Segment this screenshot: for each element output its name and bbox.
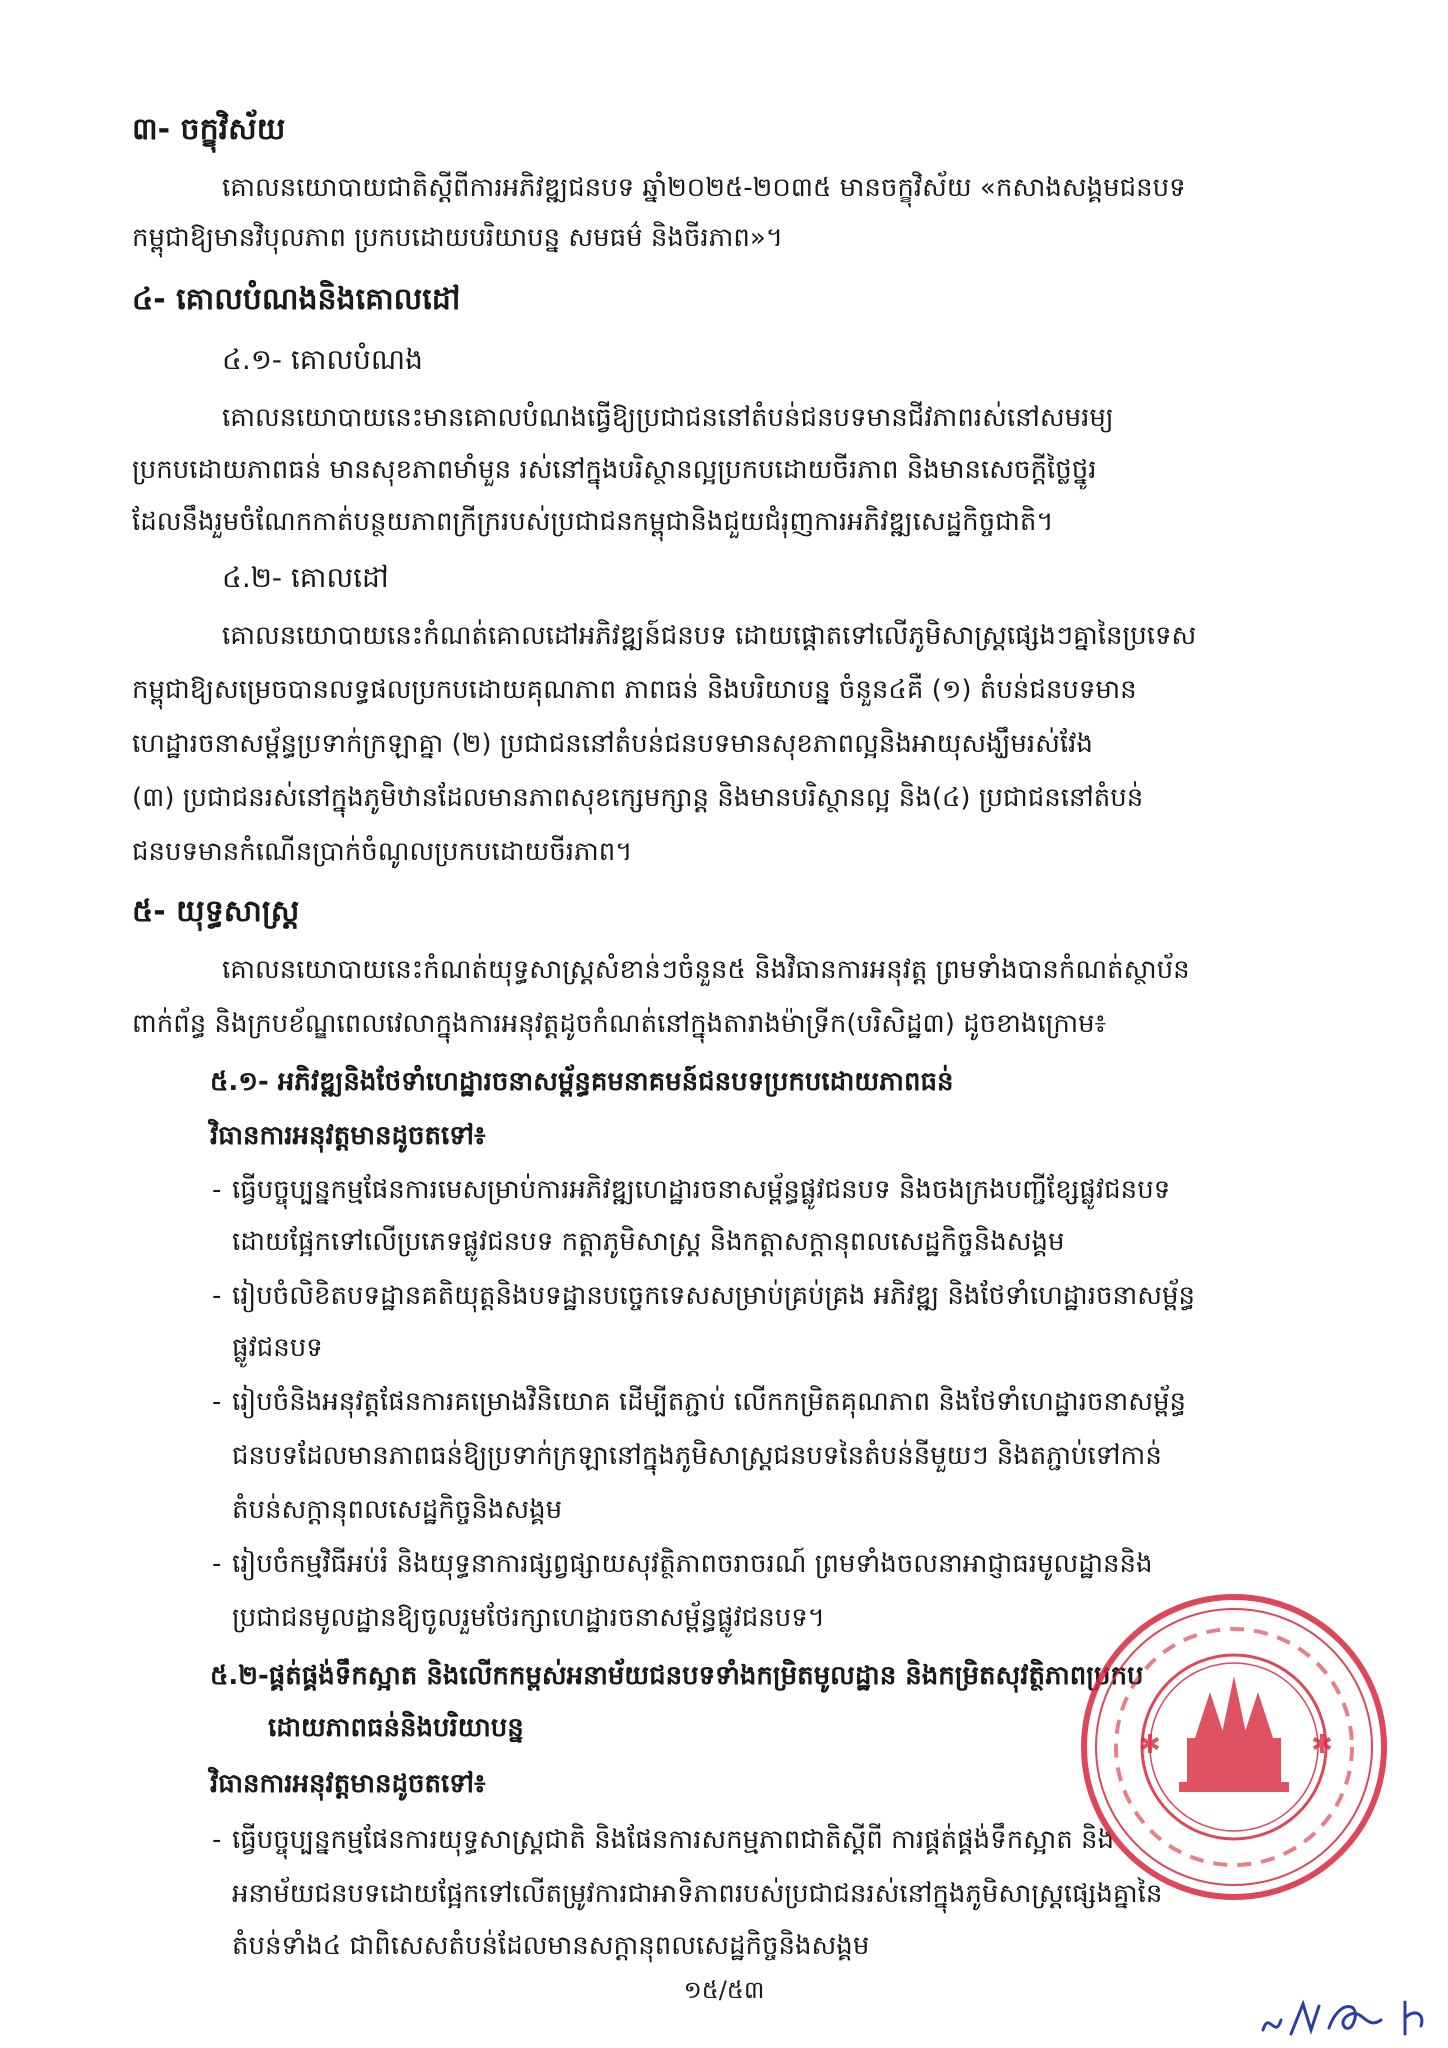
bullet-line: ផ្លូវជនបទ bbox=[232, 1333, 323, 1363]
paragraph-line: ប្រកបដោយភាពធន់ មានសុខភាពមាំមួន រស់នៅក្នុងបរិស្ថានល្អប្រកបដោយចីរភាព និងមានសេចក្ដីថ្លៃថ្នូរ bbox=[132, 455, 1097, 485]
subsection-5-2-heading: ៥.២-ផ្គត់ផ្គង់ទឹកស្អាត និងលើកកម្ពស់អនាម័យជនបទទាំងកម្រិតមូលដ្ឋាន និងកម្រិតសុវត្ថិភាពប្រកប bbox=[210, 1661, 1144, 1691]
paragraph-line: ជនបទមានកំណើនប្រាក់ចំណូលប្រកបដោយចីរភាព។ bbox=[132, 837, 633, 867]
official-seal-icon bbox=[1075, 1588, 1393, 1906]
subsection-5-2-heading-cont: ដោយភាពធន់និងបរិយាបន្ន bbox=[268, 1713, 524, 1743]
paragraph-line: ហេដ្ឋារចនាសម្ព័ន្ធប្រទាក់ក្រឡាគ្នា (២) ប្រជាជននៅតំបន់ជនបទមានសុខភាពល្អនិងអាយុសង្ឃឹមរស់វែង bbox=[132, 729, 1093, 759]
paragraph-line: គោលនយោបាយជាតិស្ដីពីការអភិវឌ្ឍជនបទ ឆ្នាំ២០២៥-២០៣៥ មានចក្ខុវិស័យ «កសាងសង្គមជនបទ bbox=[222, 173, 1186, 203]
svg-text:✱: ✱ bbox=[1311, 1730, 1333, 1760]
bullet-line: តំបន់ទាំង៤ ជាពិសេសតំបន់ដែលមានសក្ដានុពលសេដ្ឋកិច្ចនិងសង្គម bbox=[232, 1931, 870, 1961]
measures-heading: វិធានការអនុវត្តមានដូចតទៅ៖ bbox=[210, 1769, 486, 1799]
bullet-dash: - bbox=[212, 1387, 222, 1417]
bullet-dash: - bbox=[212, 1281, 222, 1311]
subsection-4-2-heading: ៤.២- គោលដៅ bbox=[222, 561, 389, 594]
bullet-line: តំបន់សក្ដានុពលសេដ្ឋកិច្ចនិងសង្គម bbox=[232, 1495, 563, 1525]
subsection-5-1-heading: ៥.១- អភិវឌ្ឍនិងថែទាំហេដ្ឋារចនាសម្ព័ន្ធគមនាគមន៍ជនបទប្រកបដោយភាពធន់ bbox=[210, 1067, 954, 1097]
bullet-line: រៀបចំកម្មវិធីអប់រំ និងយុទ្ធនាការផ្សព្វផ្សាយសុវត្ថិភាពចរាចរណ៍ ព្រមទាំងចលនាអាជ្ញាធរមូលដ្ឋាននិង bbox=[232, 1549, 1153, 1579]
paragraph-line: គោលនយោបាយនេះកំណត់គោលដៅអភិវឌ្ឍន៍ជនបទ ដោយផ្ដោតទៅលើភូមិសាស្ត្រផ្សេងៗគ្នានៃប្រទេស bbox=[222, 621, 1197, 651]
paragraph-line: កម្ពុជាឱ្យមានវិបុលភាព ប្រកបដោយបរិយាបន្ន សមធម៌ និងចីរភាព»។ bbox=[132, 223, 783, 253]
bullet-line: ធ្វើបច្ចុប្បន្នកម្មផែនការយុទ្ធសាស្ត្រជាតិ និងផែនការសកម្មភាពជាតិស្ដីពី ការផ្គត់ផ្គង់ទឹកស្អាត និង bbox=[232, 1825, 1114, 1855]
bullet-line: រៀបចំនិងអនុវត្តផែនការគម្រោងវិនិយោគ ដើម្បីតភ្ជាប់ លើកកម្រិតគុណភាព និងថែទាំហេដ្ឋារចនាសម្ព័ន្ធ bbox=[232, 1387, 1186, 1417]
bullet-line: ដោយផ្អែកទៅលើប្រភេទផ្លូវជនបទ កត្តាភូមិសាស្ត្រ និងកត្តាសក្ដានុពលសេដ្ឋកិច្ចនិងសង្គម bbox=[232, 1227, 1065, 1257]
bullet-dash: - bbox=[212, 1825, 222, 1855]
bullet-line: ប្រជាជនមូលដ្ឋានឱ្យចូលរួមថែរក្សាហេដ្ឋារចនាសម្ព័ន្ធផ្លូវជនបទ។ bbox=[232, 1603, 825, 1633]
bullet-line: ជនបទដែលមានភាពធន់ឱ្យប្រទាក់ក្រឡានៅក្នុងភូមិសាស្ត្រជនបទនៃតំបន់នីមួយៗ និងតភ្ជាប់ទៅកាន់ bbox=[232, 1441, 1162, 1471]
section-3-heading: ៣- ចក្ខុវិស័យ bbox=[132, 112, 286, 147]
bullet-dash: - bbox=[212, 1175, 222, 1205]
bullet-line: រៀបចំលិខិតបទដ្ឋានគតិយុត្តនិងបទដ្ឋានបច្ចេកទេសសម្រាប់គ្រប់គ្រង អភិវឌ្ឍ និងថែទាំហេដ្ឋារចនាសម្ព័ន្ធ bbox=[232, 1281, 1195, 1311]
bullet-line: អនាម័យជនបទដោយផ្អែកទៅលើតម្រូវការជាអាទិភាពរបស់ប្រជាជនរស់នៅក្នុងភូមិសាស្ត្រផ្សេងគ្នានៃ bbox=[232, 1879, 1163, 1909]
page-number: ១៥/៥៣ bbox=[683, 1976, 765, 2004]
paragraph-line: គោលនយោបាយនេះកំណត់យុទ្ធសាស្ត្រសំខាន់ៗចំនួន៥ និងវិធានការអនុវត្ត ព្រមទាំងបានកំណត់ស្ថាប័ន bbox=[222, 955, 1190, 985]
signature-icon bbox=[1255, 1990, 1445, 2048]
bullet-line: ធ្វើបច្ចុប្បន្នកម្មផែនការមេសម្រាប់ការអភិវឌ្ឍហេដ្ឋារចនាសម្ព័ន្ធផ្លូវជនបទ និងចងក្រងបញ្ជីខ្សែផ្លូវជនបទ bbox=[232, 1175, 1171, 1205]
paragraph-line: កម្ពុជាឱ្យសម្រេចបានលទ្ធផលប្រកបដោយគុណភាព ភាពធន់ និងបរិយាបន្ន ចំនួន៤គឺ (១) តំបន់ជនបទមាន bbox=[132, 675, 1137, 705]
subsection-4-1-heading: ៤.១- គោលបំណង bbox=[222, 343, 423, 376]
svg-text:✱: ✱ bbox=[1139, 1730, 1161, 1760]
paragraph-line: ពាក់ព័ន្ធ និងក្របខ័ណ្ឌពេលវេលាក្នុងការអនុវត្តដូចកំណត់នៅក្នុងតារាងម៉ាទ្រីក(បរិសិដ្ឋ៣) ដូចខាងក្រោម៖ bbox=[132, 1009, 1107, 1039]
paragraph-line: (៣) ប្រជាជនរស់នៅក្នុងភូមិឋានដែលមានភាពសុខក្សេមក្សាន្ត និងមានបរិស្ថានល្អ និង(៤) ប្រជាជននៅតំបន់ bbox=[132, 783, 1144, 813]
paragraph-line: ដែលនឹងរួមចំណែកកាត់បន្ថយភាពក្រីក្ររបស់ប្រជាជនកម្ពុជានិងជួយជំរុញការអភិវឌ្ឍសេដ្ឋកិច្ចជាតិ។ bbox=[132, 507, 1054, 537]
bullet-dash: - bbox=[212, 1549, 222, 1579]
section-4-heading: ៤- គោលបំណងនិងគោលដៅ bbox=[132, 282, 461, 317]
paragraph-line: គោលនយោបាយនេះមានគោលបំណងធ្វើឱ្យប្រជាជននៅតំបន់ជនបទមានជីវភាពរស់នៅសមរម្យ bbox=[222, 403, 1114, 433]
measures-heading: វិធានការអនុវត្តមានដូចតទៅ៖ bbox=[210, 1121, 486, 1151]
section-5-heading: ៥- យុទ្ធសាស្ត្រ bbox=[132, 894, 300, 929]
